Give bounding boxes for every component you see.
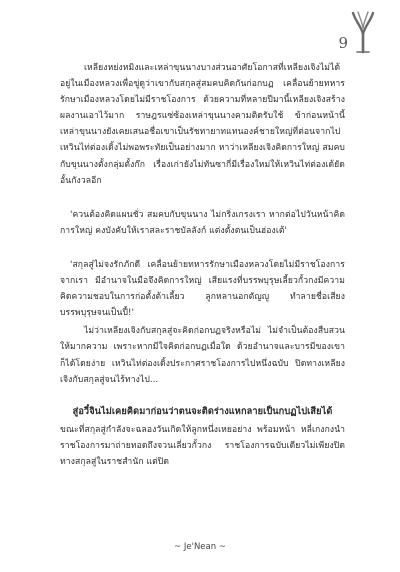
paragraph: ไม่ว่าเหลียงเจิงกับสกุลสู่จะคิดก่อกบฏจริงหรือไม่ ไม่จำเป็นต้องสืบสวนให้มากความ เพราะหากมีใจคิดก่อกบฏเมื่อใด ด้วยอำนาจและบารมีของเขาก็ได้โดยง่าย เหวินไท่ต่องเดิ้งประกาศราชโองการไปหนึ่งฉบับ ปิดทางเหลียงเจิงกับสกุลสู่จนไร้ทางไป... <box>60 326 345 385</box>
quote-paragraph: 'สกุลสู่ไม่จงรักภักดี เคลื่อนย้ายทหารรักษาเมืองหลวงโดยไม่มีราชโองการจากเรา มีอำนาจในมือจึงคิดการใหญ่ เสียแรงที่บรรพบุรุษเลี้ยวกั้วกงมีความคิดความชอบในการก่อตั้งต้าเลี้ยว ลูกหลานอกตัญญู ทำลายชื่อเสียงบรรพบุรุษจนเป็นปี้!' <box>60 259 345 319</box>
paragraph: ขณะที่สกุลสู่กำลังจะฉลองวันเกิดให้ลูกหนึ่งเหยอย่าง พร้อมหน้า หลี่เกงกงนำราชโองการมาถ่ายทอดถึงจวนเลี่ยวกั้วกง ราชโองการฉบับเดียวไม่เพียงปิดทางสกุลสู่ในราชสำนัก แต่ปิด <box>60 424 345 467</box>
paragraph: เหลียงหย่งหมิงและเหล่าขุนนางบางส่วนอาศัยโอกาสที่เหลียงเจิงไม่ได้อยู่ในเมืองหลวงเพื่อขู่ดูว่าเขากับสกุลสู่สมคบคิดกันก่อกบฏ เคลื่อนย้ายทหารรักษาเมืองหลวงโดยไม่มีราชโองการ ด้วยความที่หลายปีมานี้เหลียงเจิงสร้างผลงานเอาไว้มาก ราษฎรแซ่ซ้องเหล่าขุนนางคามติดรับใช้ ข้าก่อนหน้านี้เหล่าขุนนางยังเคยเสนอชื่อเขาเป็นรัชทายาทแทนองค์ชายใหญ่ที่ต่อนจากไป เหวินไท่ต่องเดิ้งไม่พอพระทัยเป็นอย่างมาก หาว่าเหลียงเจิงคิดการใหญ่ สมคบกับขุนนางตั้งกลุ่มตั้งก๊ก เรื่องเก่ายังไม่ทันซากี่มีเรื่องใหม่ให้เหวินไท่ต่องเด้ยัดอั้นกังวลอีก <box>60 63 345 186</box>
page-number: 9 <box>338 34 348 52</box>
quote-paragraph: 'ควนต้องคิดแผนชั่ว สมคบกับขุนนาง ไม่กริ่งเกรงเรา หากต่อไปวันหน้าคิดการใหญ่ คงบังคับให้เราสละราชบัลลังก์ แต่งตั้งตนเป็นฮ่องเต้' <box>60 209 345 236</box>
section-heading: สู่อวี๋จินไม่เคยคิดมาก่อนว่าตนจะติดร่างแหกลายเป็นกบฏไปเสียได้ <box>72 405 333 417</box>
stylized-tree-logo-icon <box>350 10 376 54</box>
page-header <box>338 10 376 54</box>
body-text <box>60 60 345 470</box>
page-footer: ~ Je'Nean ~ <box>174 542 226 552</box>
